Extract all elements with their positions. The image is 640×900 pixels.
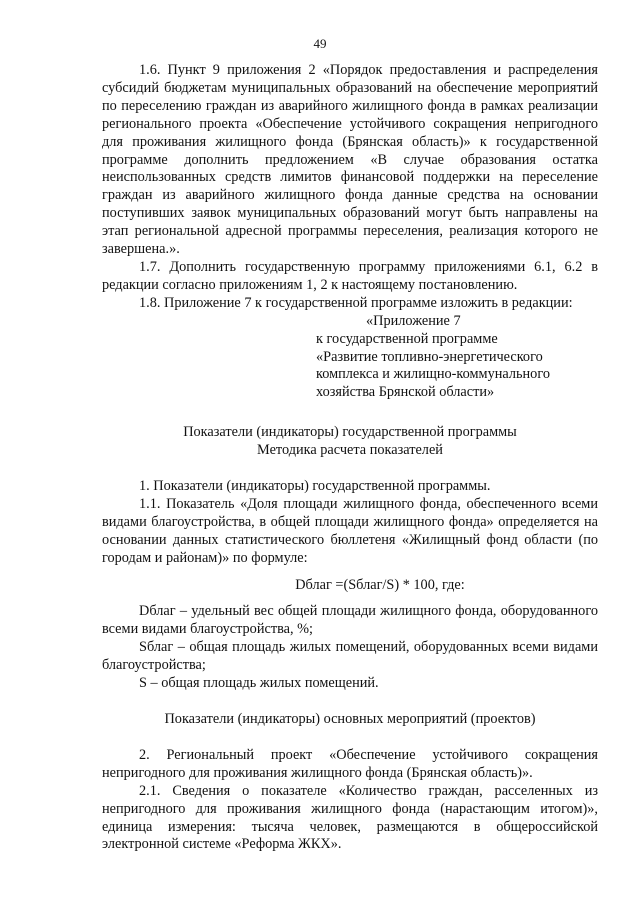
definition-s: S – общая площадь жилых помещений.	[139, 675, 379, 692]
appendix-program-name: «Развитие топливно-энергетического комплекса и жилищно-коммунального хозяйства Брянской области»	[316, 348, 550, 401]
heading-main-activities: Показатели (индикаторы) основных мероприятий (проектов)	[164, 711, 536, 727]
section-2-title: 2. Региональный проект «Обеспечение устойчивого сокращения непригодного для проживания жилищного фонда (Брянская область)».	[102, 746, 598, 781]
formula: Dблаг =(Sблаг/S) * 100, где:	[295, 576, 465, 593]
heading-indicators: Показатели (индикаторы) государственной программы	[183, 424, 517, 441]
page-number: 49	[313, 36, 327, 51]
paragraph-1-1: 1.1. Показатель «Доля площади жилищного фонда, обеспеченного всеми видами благоустройства, в общей площади жилищного фонда» определяется на основании данных статистического бюллетеня «Жилищный фонд области (по городам и районам)» по формуле:	[102, 495, 598, 566]
paragraph-2-1: 2.1. Сведения о показателе «Количество граждан, расселенных из непригодного для проживания жилищного фонда (нарастающим итогом)», единица измерения: тысяча человек, размещаются в общероссийской электронной системе «Реформа ЖКХ».	[102, 782, 598, 853]
appendix-program-ref: к государственной программе	[316, 330, 498, 347]
document-body	[102, 62, 598, 854]
paragraph-1-7: 1.7. Дополнить государственную программу приложениями 6.1, 6.2 в редакции согласно приложениям 1, 2 к настоящему постановлению.	[102, 258, 598, 293]
section-1-title: 1. Показатели (индикаторы) государственной программы.	[139, 478, 491, 495]
paragraph-1-8: 1.8. Приложение 7 к государственной программе изложить в редакции:	[139, 294, 573, 311]
definition-dblag: Dблаг – удельный вес общей площади жилищного фонда, оборудованного всеми видами благоустройства, %;	[102, 603, 598, 638]
appendix-header	[316, 313, 598, 403]
definition-sblag: Sблаг – общая площадь жилых помещений, оборудованных всеми видами благоустройства;	[102, 639, 598, 674]
heading-methodology: Методика расчета показателей	[257, 442, 443, 459]
paragraph-1-6: 1.6. Пункт 9 приложения 2 «Порядок предоставления и распределения субсидий бюджетам муниципальных образований на обеспечение мероприятий по переселению граждан из аварийного жилищного фонда в рамках реализации регионального проекта «Обеспечение устойчивого сокращения непригодного для проживания жилищного фонда (Брянская область)» к государственной программе дополнить предложением «В случае образования остатка неиспользованных средств лимитов финансовой поддержки на переселение граждан из аварийного жилищного фонда данные средства на основании поступивших заявок муниципальных образований могут быть направлены на этап региональной адресной программы переселения, реализация которого не завершена.».	[102, 62, 598, 258]
appendix-title: «Приложение 7	[366, 312, 461, 329]
